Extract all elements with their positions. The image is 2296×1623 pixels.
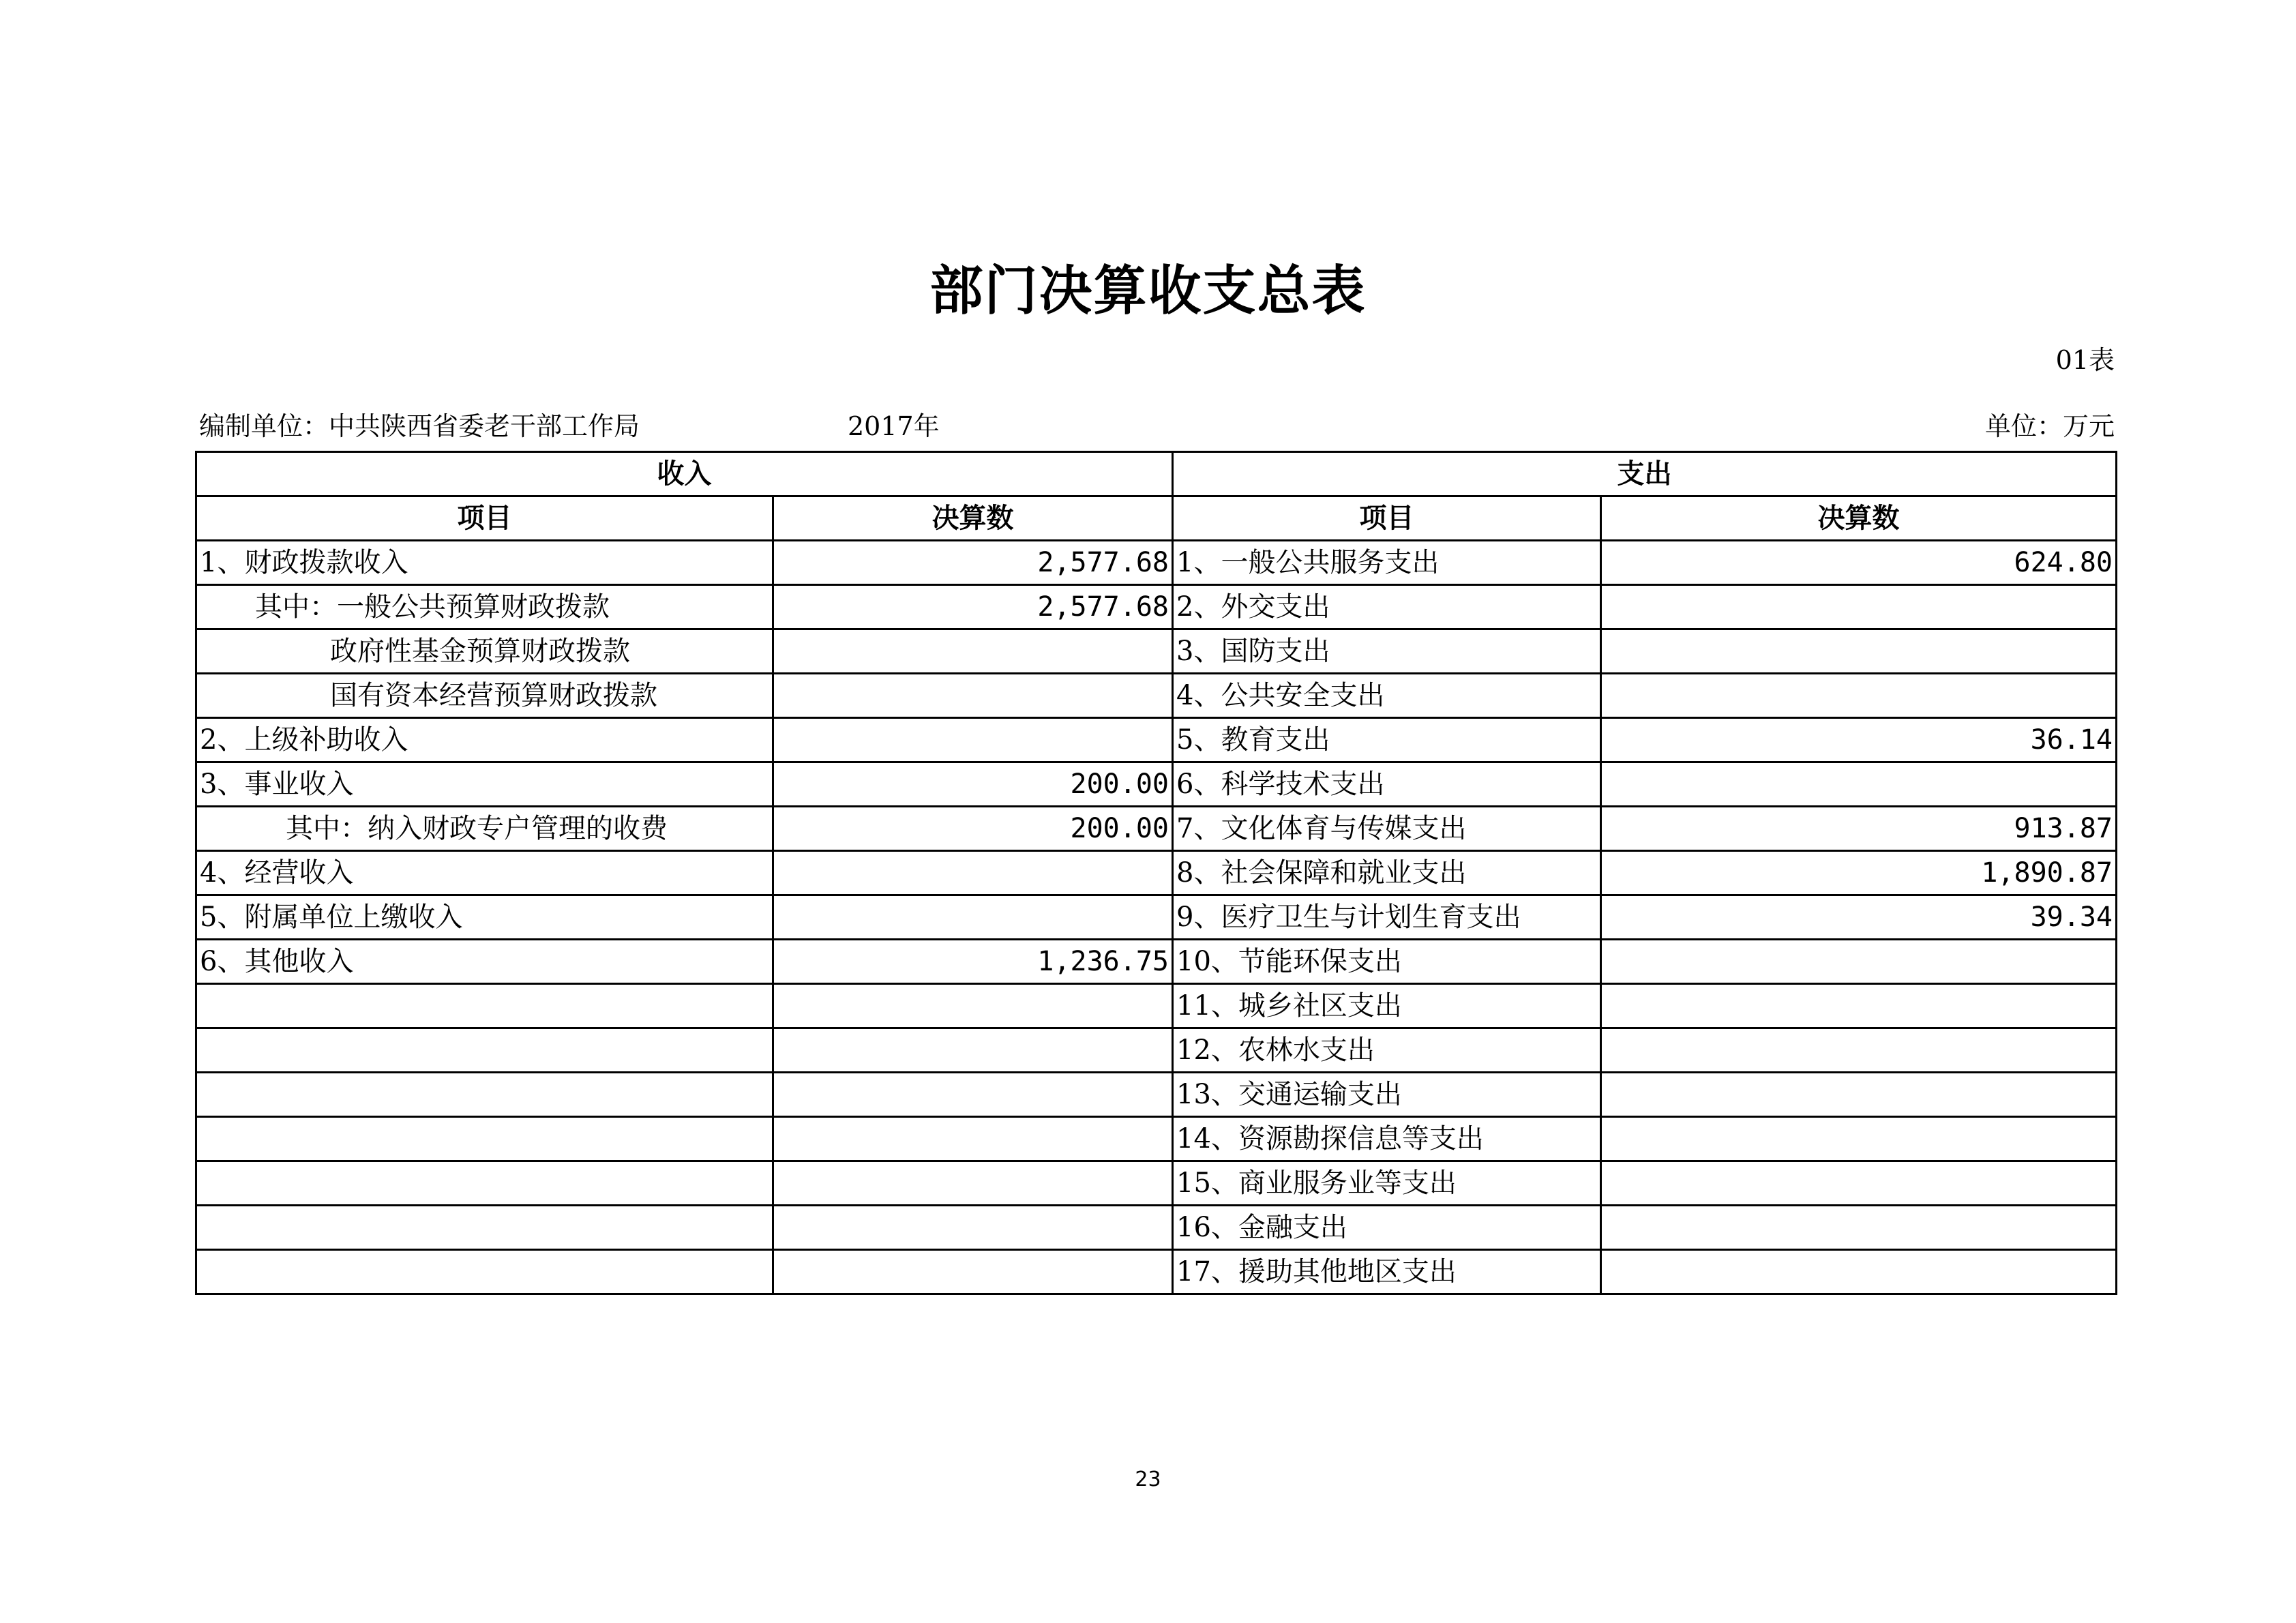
expense-amount bbox=[1601, 762, 2117, 807]
expense-amount bbox=[1601, 1250, 2117, 1294]
table-row bbox=[196, 807, 2117, 851]
expense-amount bbox=[1601, 1117, 2117, 1161]
income-item: 6、其他收入 bbox=[196, 940, 773, 984]
report-year: 2017年 bbox=[848, 411, 940, 441]
income-item bbox=[196, 1206, 773, 1250]
income-amount: 200.00 bbox=[773, 807, 1173, 851]
income-header: 收入 bbox=[196, 452, 1173, 496]
expense-amount: 913.87 bbox=[1601, 807, 2117, 851]
table-row bbox=[196, 1206, 2117, 1250]
currency-unit: 单位：万元 bbox=[1984, 411, 2115, 441]
page-number: 23 bbox=[1135, 1468, 1161, 1491]
income-amount bbox=[773, 851, 1173, 895]
income-item bbox=[196, 1073, 773, 1117]
expense-amount bbox=[1601, 585, 2117, 629]
table-row bbox=[196, 629, 2117, 674]
expense-item: 2、外交支出 bbox=[1173, 585, 1601, 629]
table-row bbox=[196, 1117, 2117, 1161]
expense-item: 13、交通运输支出 bbox=[1173, 1073, 1601, 1117]
expense-item: 17、援助其他地区支出 bbox=[1173, 1250, 1601, 1294]
table-row bbox=[196, 674, 2117, 718]
income-item bbox=[196, 1117, 773, 1161]
expense-item: 11、城乡社区支出 bbox=[1173, 984, 1601, 1028]
income-amount: 200.00 bbox=[773, 762, 1173, 807]
income-amount bbox=[773, 1206, 1173, 1250]
table-row bbox=[196, 1028, 2117, 1073]
income-amount bbox=[773, 1028, 1173, 1073]
expense-amount bbox=[1601, 1073, 2117, 1117]
expense-item: 4、公共安全支出 bbox=[1173, 674, 1601, 718]
column-header-row bbox=[196, 496, 2117, 541]
expense-amount: 624.80 bbox=[1601, 541, 2117, 585]
expense-amount-header: 决算数 bbox=[1601, 496, 2117, 541]
income-item bbox=[196, 1250, 773, 1294]
table-row bbox=[196, 1250, 2117, 1294]
income-amount bbox=[773, 895, 1173, 940]
expense-item: 9、医疗卫生与计划生育支出 bbox=[1173, 895, 1601, 940]
income-item bbox=[196, 984, 773, 1028]
expense-item: 14、资源勘探信息等支出 bbox=[1173, 1117, 1601, 1161]
table-row bbox=[196, 762, 2117, 807]
budget-table bbox=[195, 451, 2117, 1295]
expense-amount bbox=[1601, 674, 2117, 718]
expense-amount: 1,890.87 bbox=[1601, 851, 2117, 895]
table-row bbox=[196, 1161, 2117, 1206]
income-item bbox=[196, 1028, 773, 1073]
income-item: 政府性基金预算财政拨款 bbox=[196, 629, 773, 674]
form-number: 01表 bbox=[2055, 345, 2115, 375]
income-item: 3、事业收入 bbox=[196, 762, 773, 807]
compiling-unit: 编制单位：中共陕西省委老干部工作局 bbox=[199, 411, 640, 441]
table-row bbox=[196, 585, 2117, 629]
expense-amount: 36.14 bbox=[1601, 718, 2117, 762]
expense-amount bbox=[1601, 1206, 2117, 1250]
income-amount bbox=[773, 1073, 1173, 1117]
income-amount bbox=[773, 1161, 1173, 1206]
expense-amount bbox=[1601, 629, 2117, 674]
income-item: 其中：纳入财政专户管理的收费 bbox=[196, 807, 773, 851]
expense-item: 1、一般公共服务支出 bbox=[1173, 541, 1601, 585]
income-amount bbox=[773, 1250, 1173, 1294]
income-amount bbox=[773, 1117, 1173, 1161]
expense-amount bbox=[1601, 1161, 2117, 1206]
expense-item: 5、教育支出 bbox=[1173, 718, 1601, 762]
income-item: 1、财政拨款收入 bbox=[196, 541, 773, 585]
income-item: 国有资本经营预算财政拨款 bbox=[196, 674, 773, 718]
income-item: 4、经营收入 bbox=[196, 851, 773, 895]
expense-header: 支出 bbox=[1173, 452, 2117, 496]
income-item bbox=[196, 1161, 773, 1206]
expense-item: 7、文化体育与传媒支出 bbox=[1173, 807, 1601, 851]
expense-amount bbox=[1601, 984, 2117, 1028]
expense-amount bbox=[1601, 940, 2117, 984]
table-row bbox=[196, 851, 2117, 895]
income-amount: 1,236.75 bbox=[773, 940, 1173, 984]
income-amount bbox=[773, 718, 1173, 762]
expense-item: 10、节能环保支出 bbox=[1173, 940, 1601, 984]
expense-item: 8、社会保障和就业支出 bbox=[1173, 851, 1601, 895]
expense-item: 3、国防支出 bbox=[1173, 629, 1601, 674]
table-row bbox=[196, 895, 2117, 940]
table-row bbox=[196, 1073, 2117, 1117]
table-row bbox=[196, 541, 2117, 585]
table-row bbox=[196, 984, 2117, 1028]
page-title: 部门决算收支总表 bbox=[929, 260, 1367, 322]
expense-amount bbox=[1601, 1028, 2117, 1073]
expense-amount: 39.34 bbox=[1601, 895, 2117, 940]
section-header-row bbox=[196, 452, 2117, 496]
expense-item-header: 项目 bbox=[1173, 496, 1601, 541]
income-item: 其中：一般公共预算财政拨款 bbox=[196, 585, 773, 629]
income-amount bbox=[773, 629, 1173, 674]
expense-item: 6、科学技术支出 bbox=[1173, 762, 1601, 807]
table-row bbox=[196, 718, 2117, 762]
income-amount bbox=[773, 674, 1173, 718]
income-amount: 2,577.68 bbox=[773, 541, 1173, 585]
expense-item: 12、农林水支出 bbox=[1173, 1028, 1601, 1073]
expense-item: 16、金融支出 bbox=[1173, 1206, 1601, 1250]
expense-item: 15、商业服务业等支出 bbox=[1173, 1161, 1601, 1206]
income-amount-header: 决算数 bbox=[773, 496, 1173, 541]
table-row bbox=[196, 940, 2117, 984]
income-item: 5、附属单位上缴收入 bbox=[196, 895, 773, 940]
income-item-header: 项目 bbox=[196, 496, 773, 541]
income-item: 2、上级补助收入 bbox=[196, 718, 773, 762]
income-amount: 2,577.68 bbox=[773, 585, 1173, 629]
income-amount bbox=[773, 984, 1173, 1028]
